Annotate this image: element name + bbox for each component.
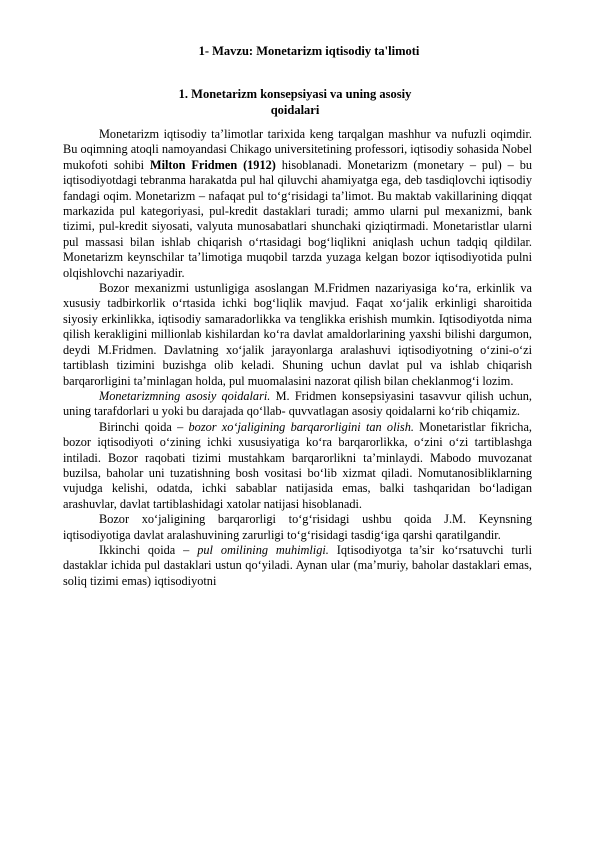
body-text [63, 127, 532, 589]
paragraph: Monetarizmning asosiy qoidalari. M. Fridmen konsepsiyasini tasavvur qilish uchun, uning tarafdorlari u yoki bu darajada qo‘llab- quvvatlagan asosiy qoidalarni ko‘rib chiqamiz. [63, 388, 532, 419]
paragraph: Bozor mexanizmi ustunligiga asoslangan M.Fridmen nazariyasiga ko‘ra, erkinlik va xususiy tadbirkorlik o‘rtasida ichki bog‘liqlik mavjud. Faqat xo‘jalik erkinligi sharoitida siyosiy erkinlikka, iqtisodiy samaradorlikka va tenglikka erishish mumkin. Iqtisodiyotda nima qilish kerakligini millionlab kishilardan ko‘ra davlat amaldorlarining yaxshi bilishi dargumon, deydi M.Fridmen. Davlatning xo‘jalik jarayonlarga aralashuvi iqtisodiyotning o‘zini-o‘zi tartiblash tizimini buzishga olib keladi. Shuning uchun davlat pul va ishlab chiqarish barqarorligini ta’minlagan holda, pul muomalasini nazorat qilish bilan cheklanmog‘i lozim. [63, 281, 532, 388]
paragraph: Birinchi qoida – bozor xo‘jaligining barqarorligini tan olish. Monetaristlar fikricha, bozor iqtisodiyoti o‘zining ichki xususiyatiga ko‘ra barqarorlikka, o‘zini o‘zi tartiblashga intiladi. Bozor raqobati tizimi mustahkam barqarorlikni ta’minlaydi. Mabodo muvozanat buzilsa, baholar uni tuzatishning bosh vositasi bo‘lib xizmat qiladi. Nomutanosibliklarning vujudga kelishi, odatda, ichki sabablar natijasida emas, balki tashqaridan bo‘ladigan arashuvlar, davlat tartiblashidagi xatolar natijasi hisoblanadi. [63, 419, 532, 511]
paragraph: Bozor xo‘jaligining barqarorligi to‘g‘risidagi ushbu qoida J.M. Keynsning iqtisodiyotiga davlat aralashuvining zarurligi to‘g‘risidagi tasdig‘iga qarshi qaratilgandir. [63, 512, 532, 542]
section-title [150, 86, 440, 118]
paragraph: Ikkinchi qoida – pul omilining muhimligi. Iqtisodiyotga ta’sir ko‘rsatuvchi turli dastaklar ichida pul dastaklari ustun qo‘yiladi. Aynan ular (ma’muriy, baholar dastaklari emas, soliq tizimi emas) iqtisodiyotni [63, 542, 533, 588]
section-title-line-2: qoidalari [270, 103, 320, 117]
section-title-line-1: 1. Monetarizm konsepsiyasi va uning asosiy [178, 87, 412, 101]
document-title: 1- Mavzu: Monetarizm iqtisodiy ta'limoti [198, 44, 420, 58]
paragraph: Monetarizm iqtisodiy ta’limotlar tarixida keng tarqalgan mashhur va nufuzli oqimdir. Bu oqimning atoqli namoyandasi Chikago universitetining professori, iqtisodiy sohasida Nobel mukofoti sohibi Milton Fridmen (1912) hisoblanadi. Monetarizm (monetary – pul) – bu iqtisodiyotdagi tebranma harakatda pul hal qiluvchi ahamiyatga ega, deb tasdiqlovchi iqtisodiy fandagi oqim. Monetarizm – nafaqat pul to‘g‘risidagi ta’limot. Bu maktab vakillarining diqqat markazida pul kategoriyasi, pul-kredit dastaklari turadi; ammo ularni pul mexanizmi, bank tizimi, pul-kredit siyosati, valyuta munosabatlari shunchaki qiziqtirmadi. Monetaristlar ularni pul massasi bilan ishlab chiqarish o‘rtasidagi bog‘liqlikni aniqlash uchun tadqiq qildilar. Monetarizm keynschilar ta’limotiga muqobil tarzda yuzaga kelgan bozor iqtisodiyotida pulni olqishlovchi nazariyadir. [63, 127, 532, 280]
